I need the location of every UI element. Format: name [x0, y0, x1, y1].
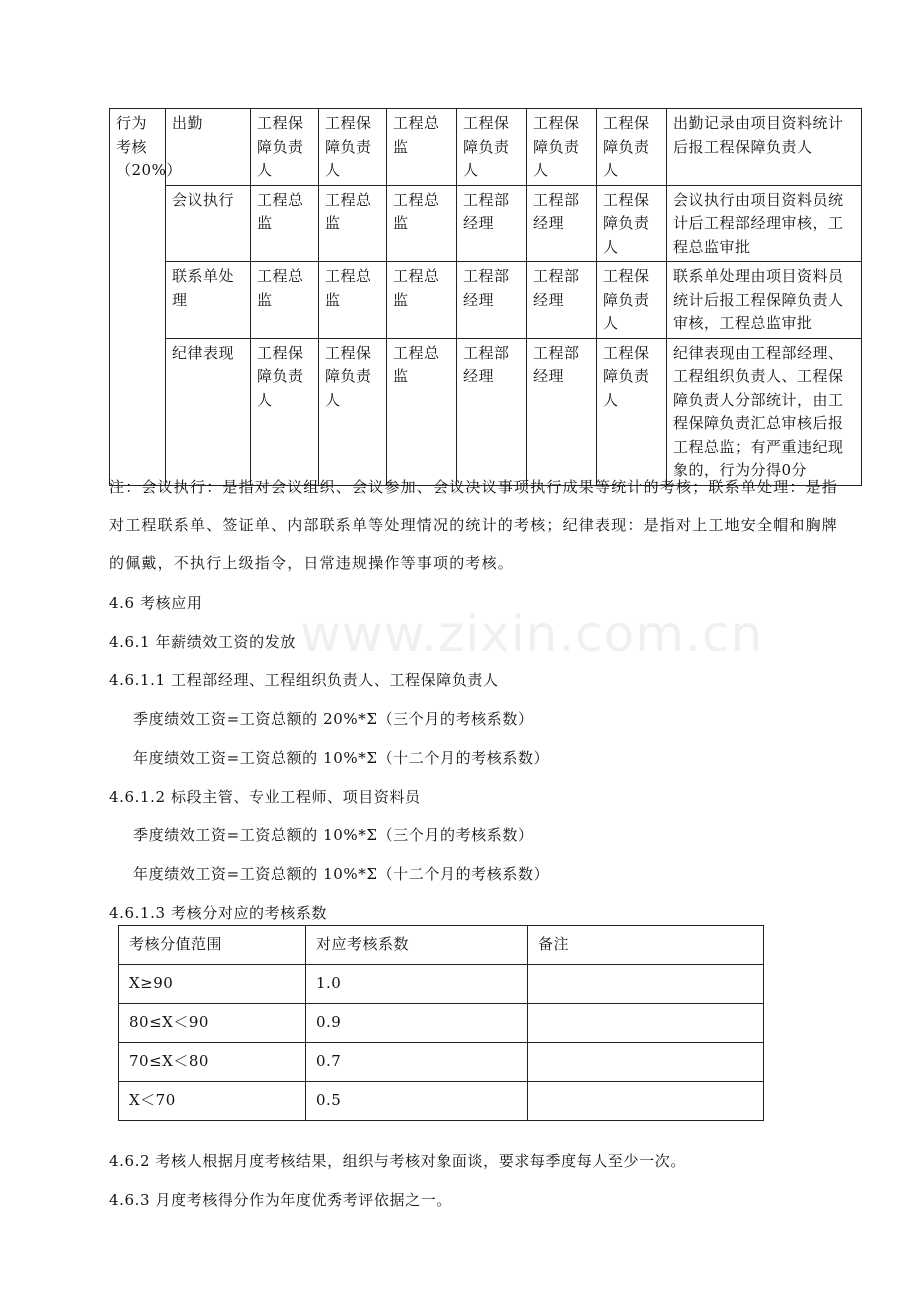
- table-row: [119, 1043, 764, 1082]
- table-header-row: [119, 926, 764, 965]
- table-cell: 80≤X＜90: [119, 1004, 306, 1043]
- column-header: 对应考核系数: [306, 926, 528, 965]
- table-cell: 工程部经理: [457, 262, 527, 339]
- table-cell: 工程总监: [319, 262, 387, 339]
- table-cell: 工程保障负责人: [527, 109, 597, 186]
- table-cell: [528, 1082, 764, 1121]
- note-line: 的佩戴，不执行上级指令，日常违规操作等事项的考核。: [109, 554, 515, 572]
- table-cell: 工程部经理: [457, 338, 527, 485]
- table-row: [110, 338, 862, 485]
- table-cell: 工程总监: [387, 109, 457, 186]
- table-cell: 工程保障负责人: [597, 109, 667, 186]
- formula-text: 年度绩效工资=工资总额的 10%*Σ（十二个月的考核系数）: [133, 865, 550, 883]
- table-cell: 1.0: [306, 965, 528, 1004]
- section-paragraph: 4.6.2 考核人根据月度考核结果，组织与考核对象面谈，要求每季度每人至少一次。: [109, 1152, 686, 1170]
- formula-text: 季度绩效工资=工资总额的 20%*Σ（三个月的考核系数）: [133, 710, 534, 728]
- watermark: www.zixin.com.cn: [300, 605, 764, 663]
- table-cell: 会议执行由项目资料员统计后工程部经理审核，工程总监审批: [667, 185, 862, 262]
- table-cell: 工程总监: [387, 262, 457, 339]
- section-heading: 4.6 考核应用: [109, 594, 203, 612]
- table-cell: 出勤: [166, 109, 251, 186]
- table-cell: 工程部经理: [527, 338, 597, 485]
- section-heading: 4.6.1.2 标段主管、专业工程师、项目资料员: [109, 788, 421, 806]
- table-cell: 纪律表现由工程部经理、工程组织负责人、工程保障负责人分部统计，由工程保障负责汇总审核后报工程总监；有严重违纪现象的，行为分得0分: [667, 338, 862, 485]
- table-cell: 工程部经理: [457, 185, 527, 262]
- note-line: 对工程联系单、签证单、内部联系单等处理情况的统计的考核；纪律表现：是指对上工地安全帽和胸牌: [109, 516, 839, 534]
- table-cell: 出勤记录由项目资料统计后报工程保障负责人: [667, 109, 862, 186]
- section-heading: 4.6.1.1 工程部经理、工程组织负责人、工程保障负责人: [109, 671, 499, 689]
- table-row: [110, 109, 862, 186]
- table-cell: [528, 1043, 764, 1082]
- column-header: 备注: [528, 926, 764, 965]
- table-cell: [528, 965, 764, 1004]
- section-heading: 4.6.1 年薪绩效工资的发放: [109, 633, 296, 651]
- table-cell: 工程部经理: [527, 262, 597, 339]
- table-cell: 工程保障负责人: [319, 109, 387, 186]
- table-row: [119, 1082, 764, 1121]
- table-cell: 工程部经理: [527, 185, 597, 262]
- table-cell: 联系单处理由项目资料员统计后报工程保障负责人审核，工程总监审批: [667, 262, 862, 339]
- table-cell: 工程保障负责人: [319, 338, 387, 485]
- table-cell: 工程保障负责人: [457, 109, 527, 186]
- table-cell: 70≤X＜80: [119, 1043, 306, 1082]
- section-heading: 4.6.1.3 考核分对应的考核系数: [109, 904, 328, 922]
- table-cell: 工程保障负责人: [597, 338, 667, 485]
- table-cell: 联系单处理: [166, 262, 251, 339]
- category-cell: 行为考核（20%）: [110, 109, 166, 486]
- table-cell: 0.9: [306, 1004, 528, 1043]
- table-cell: X≥90: [119, 965, 306, 1004]
- table-cell: 工程保障负责人: [251, 109, 319, 186]
- table-cell: [528, 1004, 764, 1043]
- table-cell: 工程总监: [251, 185, 319, 262]
- behavior-assessment-table: [109, 108, 862, 486]
- table-cell: 工程保障负责人: [597, 185, 667, 262]
- table-cell: 0.5: [306, 1082, 528, 1121]
- note-line: 注：会议执行：是指对会议组织、会议参加、会议决议事项执行成果等统计的考核；联系单处理：是指: [109, 478, 839, 496]
- table-row: [119, 1004, 764, 1043]
- table-cell: 0.7: [306, 1043, 528, 1082]
- table-cell: 会议执行: [166, 185, 251, 262]
- table-cell: 工程总监: [251, 262, 319, 339]
- section-paragraph: 4.6.3 月度考核得分作为年度优秀考评依据之一。: [109, 1191, 452, 1209]
- formula-text: 季度绩效工资=工资总额的 10%*Σ（三个月的考核系数）: [133, 826, 534, 844]
- formula-text: 年度绩效工资=工资总额的 10%*Σ（十二个月的考核系数）: [133, 749, 550, 767]
- coefficient-table: [118, 925, 764, 1121]
- column-header: 考核分值范围: [119, 926, 306, 965]
- table-row: [110, 185, 862, 262]
- table-cell: 纪律表现: [166, 338, 251, 485]
- table-cell: X＜70: [119, 1082, 306, 1121]
- table-row: [119, 965, 764, 1004]
- table-cell: 工程保障负责人: [251, 338, 319, 485]
- table-cell: 工程总监: [387, 338, 457, 485]
- table-row: [110, 262, 862, 339]
- table-cell: 工程总监: [319, 185, 387, 262]
- table-cell: 工程保障负责人: [597, 262, 667, 339]
- table-cell: 工程总监: [387, 185, 457, 262]
